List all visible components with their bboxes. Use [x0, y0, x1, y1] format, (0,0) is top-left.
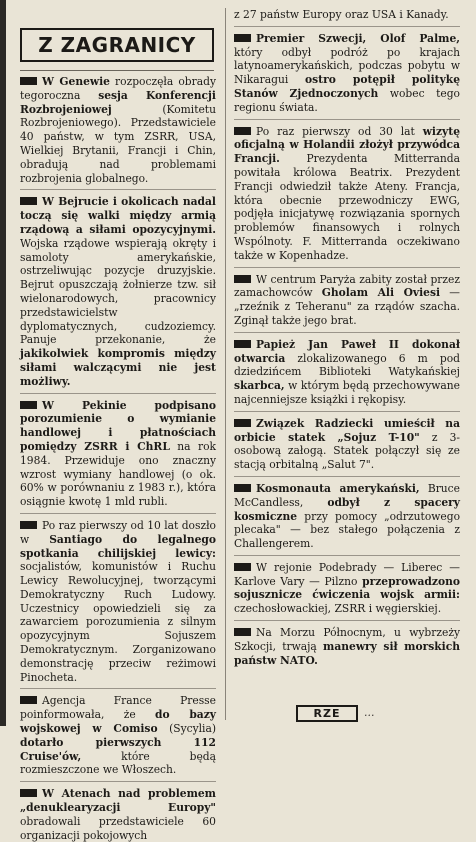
bullet-square-icon: [20, 401, 37, 409]
news-text: odbył z spacery kosmiczne: [234, 495, 460, 523]
news-text: jakikolwiek kompromis między siłami walczącymi nie jest możliwy.: [20, 347, 216, 388]
bullet-square-icon: [20, 521, 37, 529]
bullet-square-icon: [234, 628, 251, 636]
news-item: [234, 620, 460, 667]
news-item: [234, 267, 460, 328]
news-text: zlokalizowanego 6 m pod dziedzińcem Biblioteki Watykańskiej: [234, 351, 460, 379]
news-text: Gholam Ali Oviesi: [321, 286, 441, 300]
news-text: czechosłowackiej, ZSRR i węgierskiej.: [234, 602, 442, 616]
news-item: [234, 332, 460, 407]
left-column: [20, 75, 217, 842]
section-header: [20, 28, 214, 62]
news-item: [20, 75, 216, 185]
news-text: wobec tego regionu świata.: [234, 86, 460, 114]
news-text: — „rzeźnik z Teheranu" za rządów szacha. Zginął także jego brat.: [234, 286, 460, 327]
news-text: dotarło pierwszych 112 Cruise'ów,: [20, 735, 216, 763]
news-text: Związek Radziecki umieścił na orbicie statek „Sojuz T-10": [234, 416, 460, 444]
scan-edge: [0, 0, 6, 726]
news-text: z 27 państw Europy oraz USA i Kanady.: [234, 8, 449, 21]
news-text: z 3-osobową załogą. Statek połączył się ze stacją orbitalną „Salut 7".: [234, 430, 460, 472]
news-text: Premier Szwecji, Olof Palme,: [256, 31, 460, 45]
news-text: (Komitetu Rozbrojeniowego). Przedstawiciele 40 państw, w tym ZSRR, USA, Wielkiej Brytanii, Francji i Chin, obradują nad problemami rozbrojenia globalnego.: [20, 102, 216, 185]
news-text: przy pomocy „odrzutowego plecaka" — bez stałego połączenia z Challengerem.: [234, 509, 460, 551]
news-text: przeprowadzono sojusznicze ćwiczenia wojsk armii:: [234, 574, 460, 602]
news-text: Papież Jan Paweł II dokonał otwarcia: [234, 337, 460, 365]
news-text: wizytę oficjalną w Holandii złożył przywódca Francji.: [234, 124, 460, 166]
news-item: [234, 119, 460, 263]
bullet-square-icon: [234, 563, 251, 571]
bullet-square-icon: [20, 696, 37, 704]
bullet-square-icon: [234, 484, 251, 492]
news-text: W Atenach nad problemem „denuklearyzacji Europy": [20, 787, 216, 815]
news-item: [20, 688, 216, 777]
news-text: Genewie: [59, 75, 110, 88]
news-text: manewry sił morskich państw NATO.: [234, 639, 460, 667]
news-text: (Sycylia): [157, 722, 217, 736]
section-title: Z ZAGRANICY: [38, 33, 196, 57]
bullet-square-icon: [20, 789, 37, 797]
news-item: [234, 26, 460, 115]
news-text: W Pekinie podpisano porozumienie o wymianie handlowej i płatnościach pomiędzy ZSRR i ChRL: [20, 398, 216, 453]
news-item: [234, 476, 460, 551]
news-text: Bruce McCandless,: [234, 481, 460, 509]
news-text: W: [42, 75, 60, 88]
news-text: ostro potępił politykę Stanów Zjednoczonych: [234, 73, 461, 100]
footer-text: ...: [364, 706, 375, 719]
news-text: które będą rozmieszczone we Włoszech.: [20, 749, 216, 777]
footer-logo: RZE: [296, 705, 358, 722]
news-text: Po raz pierwszy od 30 lat: [256, 124, 423, 138]
news-text: Kosmonauta amerykański,: [256, 481, 420, 495]
news-text: na rok 1984. Przewiduje ono znaczny wzrost wymiany handlowej (o ok. 60% w porównaniu z 1983 r.), która osiągnie kwotę 1 mld rubli.: [20, 439, 217, 509]
news-text: Prezydenta Mitterranda powitała królowa Beatrix. Prezydent Francji odwiedził także Ateny. Francja, która obecnie przewodniczy EWG, podjęła inicjatywę rozwiązania spornych problemów finansowych i rolnych Wspólnoty. F. Mitterranda oczekiwano także w Kopenhadze.: [234, 152, 460, 262]
news-text: Po raz pierwszy od 10 lat doszło w: [20, 518, 216, 546]
news-text: Agencja France Presse poinformowała, że: [20, 694, 216, 722]
news-item: [234, 411, 460, 472]
news-text: rozpoczęła obrady tegoroczna: [20, 75, 216, 102]
news-text: który odbył podróż po krajach latynoamerykańskich, podczas pobytu w Nikaragui: [234, 45, 460, 87]
news-text: W Bejrucie i okolicach nadal toczą się walki między armią rządową a siłami opozycyjnymi.: [20, 195, 216, 236]
news-item: [20, 781, 216, 842]
column-divider: [225, 8, 226, 720]
news-text: do bazy wojskowej w Comiso: [20, 708, 216, 736]
bullet-square-icon: [234, 419, 251, 427]
header-rule: [20, 70, 214, 71]
news-text: sesja Konferencji Rozbrojeniowej: [20, 88, 216, 116]
bullet-square-icon: [20, 197, 37, 205]
bullet-square-icon: [20, 77, 37, 85]
news-text: obradowali przedstawiciele 60 organizacji pokojowych: [20, 814, 216, 842]
news-item: [20, 513, 216, 685]
bullet-square-icon: [234, 34, 251, 42]
news-text: socjalistów, komunistów i Ruchu Lewicy Rewolucyjnej, tworzącymi Demokratyczny Ruch Ludowy. Uczestnicy opowiedzieli się za zawarciem porozumienia z silnym opozycyjnym Sojuszem Demokratycznym. Zorganizowano demonstrację przeciw reżimowi Pinocheta.: [20, 560, 216, 684]
bullet-square-icon: [234, 275, 251, 283]
bullet-square-icon: [234, 127, 251, 135]
news-text: skarbca,: [234, 379, 285, 393]
news-text: W rejonie Podebrady — Liberec — Karlove Vary — Pilzno: [234, 560, 460, 588]
news-item: [234, 8, 460, 22]
news-text: Wojska rządowe wspierają okręty i samoloty amerykańskie, ostrzeliwując pozycje druzyjskie. Bejrut opuszczają żołnierze tzw. sił wielonarodowych, pracownicy przedstawicielstw dyplomatycznych, cudzoziemcy. Panuje przekonanie, że: [20, 236, 216, 347]
news-item: [20, 189, 216, 388]
bullet-square-icon: [234, 340, 251, 348]
news-text: w którym będą przechowywane najcenniejsze książki i rękopisy.: [234, 379, 460, 406]
right-column: [234, 8, 460, 700]
news-text: Santiago do legalnego spotkania chilijskiej lewicy:: [20, 532, 217, 560]
news-text: Na Morzu Północnym, u wybrzeży Szkocji, trwają: [234, 626, 460, 653]
news-item: [234, 555, 460, 616]
news-text: W centrum Paryża zabity został przez zamachowców: [234, 272, 460, 300]
news-item: [20, 393, 216, 509]
